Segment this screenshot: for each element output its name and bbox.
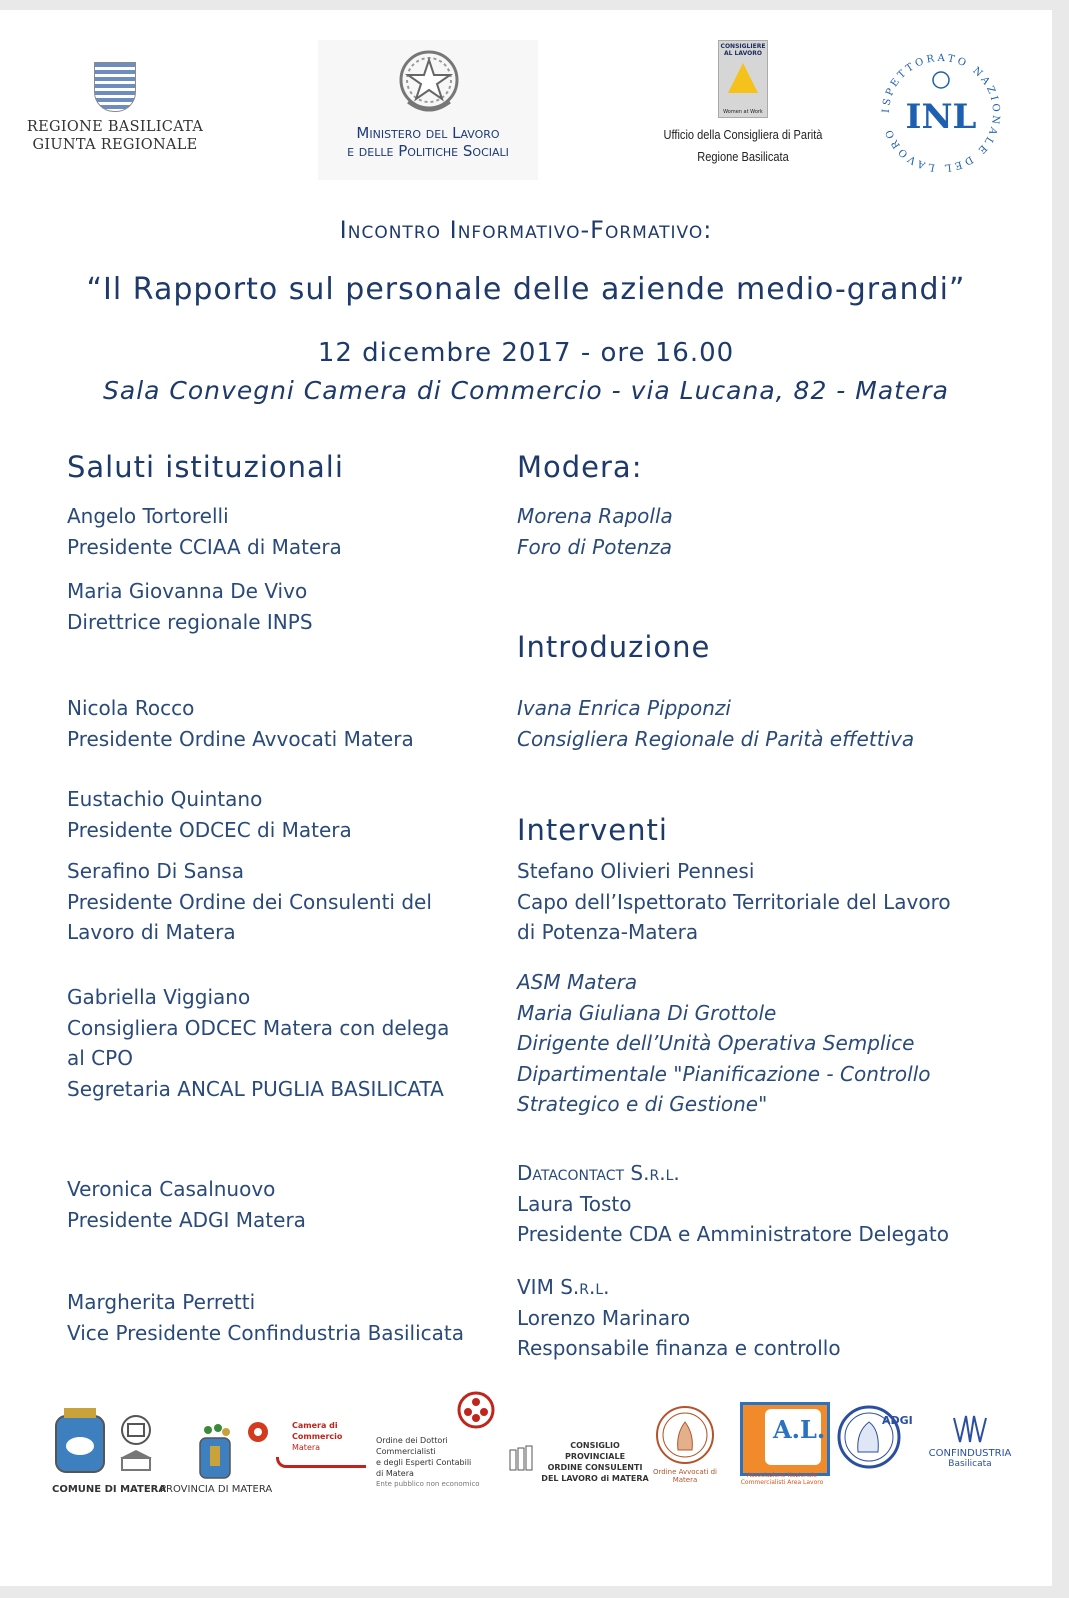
event-date: 12 dicembre 2017 - ore 16.00 [317, 338, 735, 368]
ministero-lavoro-logo [318, 40, 538, 180]
ancal-mark: A.L. [773, 1415, 826, 1444]
inl-ring-text: ISPETTORATO NAZIONALE DEL LAVORO [880, 52, 1002, 174]
ministero-line2: e delle Politiche Sociali [347, 142, 509, 160]
person-line: Margherita Perretti [67, 1290, 256, 1314]
person-line: Lavoro di Matera [67, 920, 236, 944]
consulenti-line3: DEL LAVORO di MATERA [541, 1474, 649, 1483]
saluti-person-5 [67, 856, 432, 948]
saluti-person-2 [67, 576, 313, 637]
person-line: Nicola Rocco [67, 696, 195, 720]
unesco-icon [118, 1414, 154, 1474]
person-line: di Potenza-Matera [517, 920, 699, 944]
inl-logo [876, 48, 1006, 178]
person-line: Consigliera Regionale di Parità effettiva [517, 726, 915, 751]
modera-heading: Modera: [517, 450, 643, 484]
badge-bottom-text: Women at Work [723, 109, 763, 115]
confindustria-line2: Basilicata [948, 1459, 992, 1469]
company-name: Datacontact S.r.l. [517, 1161, 680, 1185]
person-line: Presidente ADGI Matera [67, 1207, 306, 1232]
odcec-line1: Ordine dei Dottori Commercialisti [376, 1436, 448, 1456]
company-name: VIM S.r.l. [517, 1275, 610, 1299]
adgi-label: ADGI [882, 1414, 913, 1427]
flower-icon [246, 1420, 270, 1444]
ancal-logo [740, 1402, 830, 1476]
saluti-person-4 [67, 784, 352, 845]
person-line: Consigliera ODCEC Matera con delega [67, 1015, 450, 1040]
confindustria-line1: CONFINDUSTRIA [928, 1448, 1012, 1459]
person-line: Maria Giuliana Di Grottole [517, 1000, 777, 1025]
person-line: Responsabile finanza e controllo [517, 1336, 841, 1360]
modera-block [517, 501, 673, 562]
inl-monogram: INL [905, 97, 977, 137]
interventi-heading: Interventi [517, 813, 668, 847]
event-place: Sala Convegni Camera di Commercio - via Lucana, 82 - Matera [103, 376, 949, 405]
person-line: Strategico e di Gestione" [517, 1092, 768, 1116]
ordine-avvocati-label: Ordine Avvocati di Matera [652, 1468, 717, 1484]
person-line: Gabriella Viggiano [67, 985, 251, 1009]
camera-commercio-logo [276, 1420, 366, 1468]
saluti-person-3 [67, 693, 414, 754]
person-line: Dirigente dell’Unità Operativa Semplice [517, 1031, 915, 1055]
person-line: Stefano Olivieri Pennesi [517, 859, 755, 883]
flyer-sheet [0, 10, 1052, 1586]
person-line: Capo dell’Ispettorato Territoriale del Lavoro [517, 889, 951, 914]
person-line: Presidente CDA e Amministratore Delegato [517, 1222, 949, 1246]
odcec-line2: e degli Esperti Contabili [376, 1458, 472, 1467]
person-line: Dipartimentale "Pianificazione - Controllo [517, 1061, 931, 1086]
person-line: Presidente CCIAA di Matera [67, 534, 342, 559]
interventi-block-4 [517, 1272, 841, 1364]
person-line: Segretaria ANCAL PUGLIA BASILICATA [67, 1076, 444, 1101]
regione-basilicata-logo [20, 62, 210, 154]
comune-matera-crest-icon [50, 1406, 110, 1478]
consigliere-badge-icon [718, 40, 768, 118]
consulenti-line2: ORDINE CONSULENTI [547, 1463, 643, 1472]
provincia-matera-label: PROVINCIA DI MATERA [160, 1484, 273, 1495]
saluti-person-1 [67, 501, 342, 562]
camera-line1: Camera di Commercio [292, 1421, 343, 1441]
person-line: Eustachio Quintano [67, 787, 263, 811]
introduzione-heading: Introduzione [517, 630, 711, 664]
regione-line2: GIUNTA REGIONALE [32, 137, 198, 153]
consulenti-stack-icon [508, 1444, 538, 1474]
ancal-line2: Commercialisti Area Lavoro [740, 1479, 824, 1486]
warning-triangle-icon [728, 63, 758, 93]
event-heading: Incontro Informativo-Formativo: [339, 216, 713, 244]
consigliera-line1: Ufficio della Consigliera di Parità [663, 127, 823, 142]
saluti-person-7 [67, 1174, 306, 1235]
person-line: Foro di Potenza [517, 534, 673, 559]
interventi-block-2 [517, 967, 931, 1120]
person-line: Laura Tosto [517, 1191, 632, 1216]
person-line: al CPO [67, 1046, 133, 1070]
odcec-emblem-icon [456, 1390, 496, 1430]
interventi-block-3 [517, 1158, 949, 1250]
consigliera-line2: Regione Basilicata [697, 149, 789, 164]
person-line: ASM Matera [517, 970, 638, 994]
person-line: Presidente Ordine Avvocati Matera [67, 726, 414, 751]
person-line: Vice Presidente Confindustria Basilicata [67, 1320, 465, 1345]
provincia-matera-crest-icon [192, 1424, 238, 1480]
person-line: Serafino Di Sansa [67, 859, 244, 883]
regione-crest-icon [94, 62, 136, 112]
person-line: Presidente Ordine dei Consulenti del [67, 889, 432, 914]
person-line: Direttrice regionale INPS [67, 609, 313, 634]
badge-top-text: CONSIGLIERE AL LAVORO [720, 43, 766, 57]
person-line: Ivana Enrica Pipponzi [517, 696, 731, 720]
italian-emblem-icon [396, 46, 462, 118]
odcec-line4: Ente pubblico non economico [376, 1480, 480, 1488]
comune-matera-label: COMUNE DI MATERA [52, 1484, 167, 1495]
person-line: Angelo Tortorelli [67, 504, 229, 528]
ancal-line1: Associazione Nazionale [746, 1472, 818, 1479]
camera-swoosh-icon [276, 1457, 366, 1468]
consigliera-parita-logo [648, 40, 838, 168]
ordine-avvocati-seal-icon [654, 1404, 716, 1466]
introduzione-block [517, 693, 914, 754]
interventi-block-1 [517, 856, 951, 948]
ancal-text [730, 1472, 834, 1486]
saluti-person-6 [67, 982, 449, 1104]
ministero-line1: Ministero del Lavoro [356, 124, 500, 142]
consulenti-logo-text [540, 1440, 650, 1484]
person-line: Lorenzo Marinaro [517, 1305, 691, 1330]
person-line: Morena Rapolla [517, 504, 673, 528]
saluti-heading: Saluti istituzionali [67, 450, 344, 484]
consulenti-line1: CONSIGLIO PROVINCIALE [564, 1441, 626, 1461]
person-line: Veronica Casalnuovo [67, 1177, 276, 1201]
person-line: Presidente ODCEC di Matera [67, 817, 352, 842]
person-line: Maria Giovanna De Vivo [67, 579, 308, 603]
confindustria-text [910, 1448, 1030, 1469]
event-title: “Il Rapporto sul personale delle aziende medio-grandi” [86, 272, 966, 307]
saluti-person-8 [67, 1287, 464, 1348]
camera-line2: Matera [292, 1443, 321, 1452]
confindustria-eagle-icon [950, 1412, 990, 1446]
adgi-logo [836, 1404, 913, 1470]
odcec-line3: di Matera [376, 1469, 414, 1478]
odcec-logo-text [376, 1435, 506, 1490]
regione-line1: REGIONE BASILICATA [26, 119, 204, 135]
